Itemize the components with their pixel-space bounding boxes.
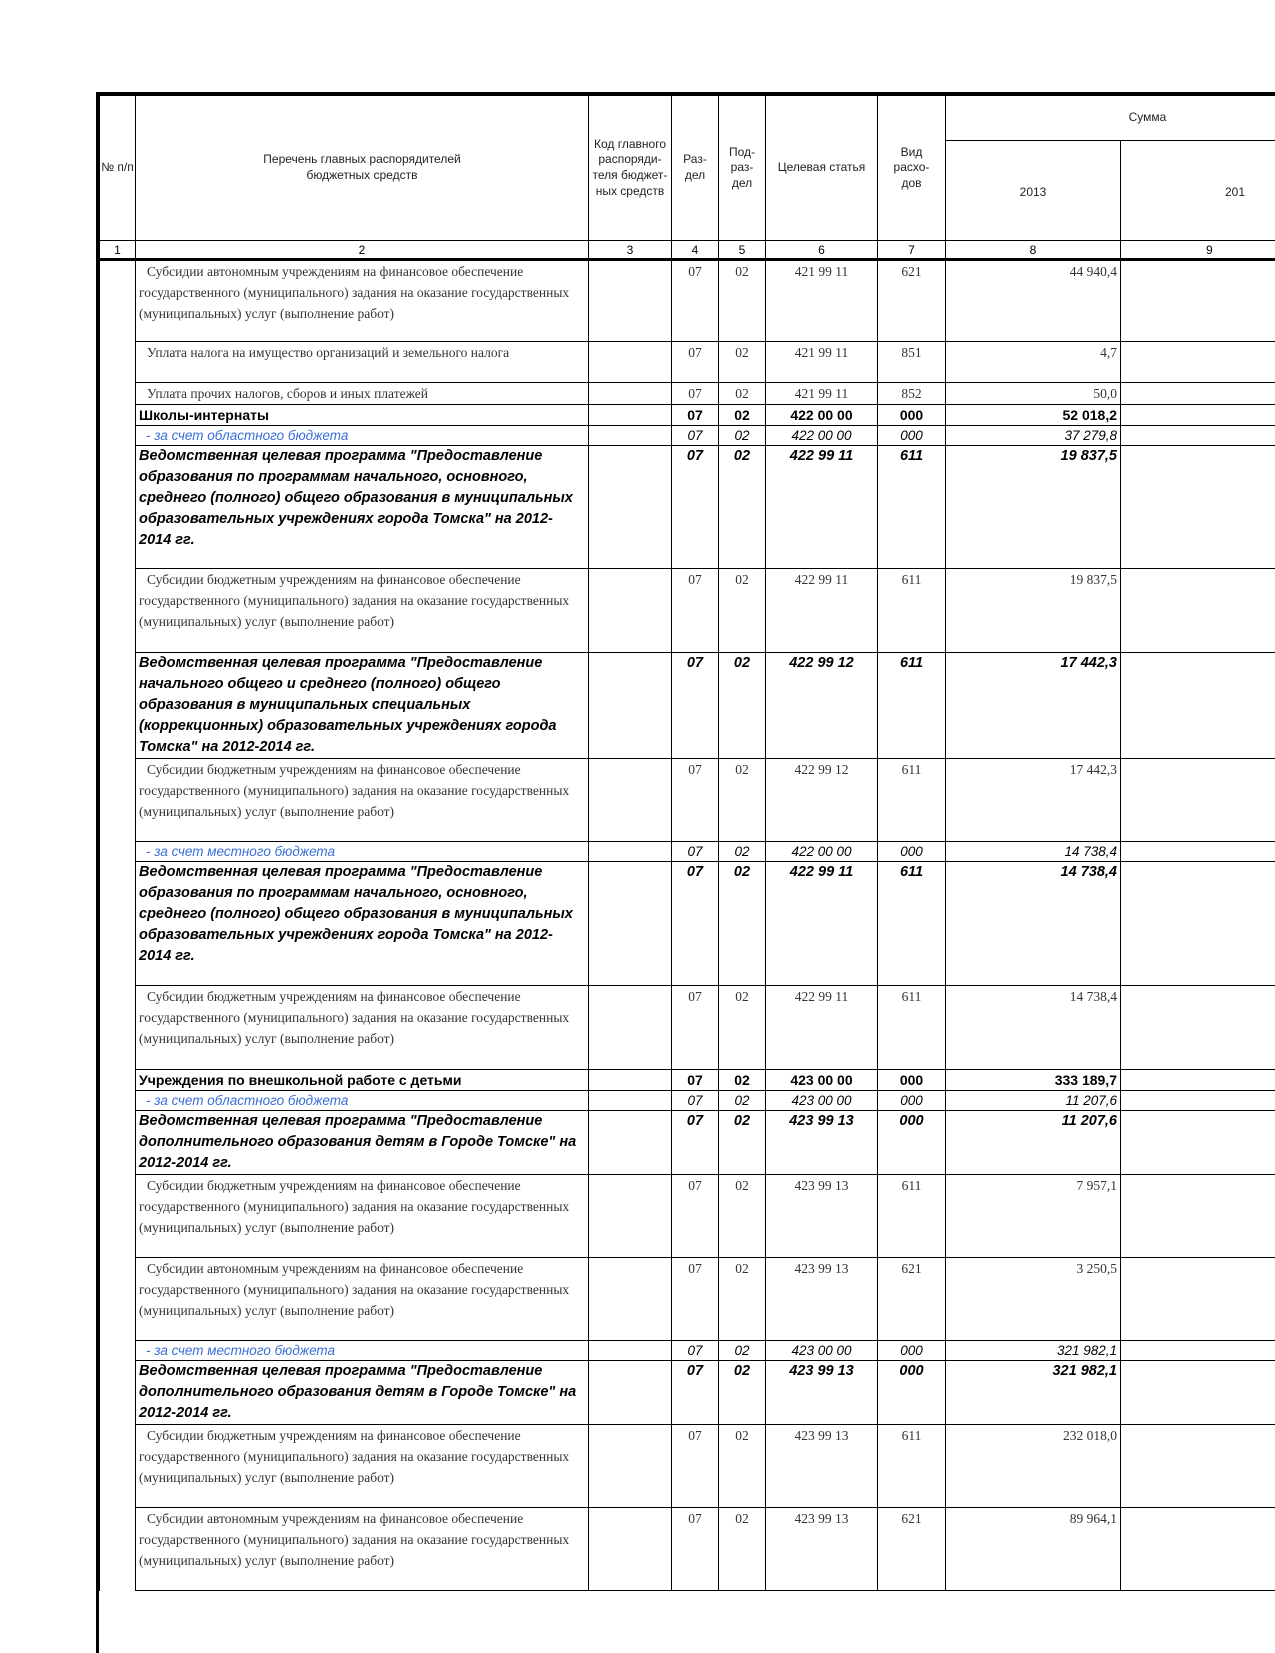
row-podrazdel: 02 bbox=[719, 653, 766, 759]
row-sum-2014 bbox=[1121, 1070, 1275, 1091]
row-sum-2013: 321 982,1 bbox=[946, 1361, 1121, 1425]
row-vid: 621 bbox=[878, 1258, 946, 1341]
row-razdel: 07 bbox=[672, 446, 719, 569]
row-razdel: 07 bbox=[672, 986, 719, 1070]
row-razdel: 07 bbox=[672, 405, 719, 426]
row-sum-2014 bbox=[1121, 1091, 1275, 1111]
table-row bbox=[100, 405, 1275, 426]
row-target: 422 99 12 bbox=[766, 759, 878, 842]
header-razdel: Раз- дел bbox=[672, 96, 719, 241]
row-podrazdel: 02 bbox=[719, 986, 766, 1070]
row-razdel: 07 bbox=[672, 1361, 719, 1425]
row-vid: 611 bbox=[878, 1425, 946, 1508]
row-sum-2013: 52 018,2 bbox=[946, 405, 1121, 426]
row-razdel: 07 bbox=[672, 1508, 719, 1591]
row-name: Субсидии автономным учреждениям на финансовое обеспечение государственного (муниципального) задания на оказание государственных (муниципальных) услуг (выполнение работ) bbox=[136, 1258, 589, 1341]
row-sum-2014 bbox=[1121, 653, 1275, 759]
header-sum: Сумма bbox=[946, 96, 1275, 141]
row-target: 423 00 00 bbox=[766, 1091, 878, 1111]
row-vid: 000 bbox=[878, 405, 946, 426]
row-sum-2014 bbox=[1121, 1361, 1275, 1425]
row-sum-2014 bbox=[1121, 426, 1275, 446]
row-podrazdel: 02 bbox=[719, 1361, 766, 1425]
row-sum-2014 bbox=[1121, 842, 1275, 862]
row-name: - за счет местного бюджета bbox=[136, 1341, 589, 1361]
row-code bbox=[589, 759, 672, 842]
budget-table-sheet bbox=[96, 92, 1275, 1653]
row-vid: 611 bbox=[878, 1175, 946, 1258]
row-sum-2014 bbox=[1121, 1111, 1275, 1175]
row-podrazdel: 02 bbox=[719, 1175, 766, 1258]
column-number: 3 bbox=[589, 241, 672, 260]
header-year-2014: 201 bbox=[1121, 141, 1275, 241]
row-razdel: 07 bbox=[672, 1091, 719, 1111]
row-name: - за счет областного бюджета bbox=[136, 426, 589, 446]
row-target: 421 99 11 bbox=[766, 342, 878, 383]
row-name: Субсидии бюджетным учреждениям на финансовое обеспечение государственного (муниципального) задания на оказание государственных (муниципальных) услуг (выполнение работ) bbox=[136, 1425, 589, 1508]
row-target: 422 99 11 bbox=[766, 569, 878, 653]
row-sum-2014 bbox=[1121, 260, 1275, 342]
table-row bbox=[100, 426, 1275, 446]
row-podrazdel: 02 bbox=[719, 842, 766, 862]
row-target: 423 99 13 bbox=[766, 1175, 878, 1258]
row-name: - за счет местного бюджета bbox=[136, 842, 589, 862]
row-razdel: 07 bbox=[672, 1258, 719, 1341]
header-name: Перечень главных распорядителей бюджетных средств bbox=[136, 96, 589, 241]
row-razdel: 07 bbox=[672, 1070, 719, 1091]
row-name: Ведомственная целевая программа "Предоставление образования по программам начального, основного, среднего (полного) общего образования в муниципальных образовательных учреждениях города Томска" на 2012-2014 гг. bbox=[136, 862, 589, 986]
row-podrazdel: 02 bbox=[719, 1341, 766, 1361]
header-year-2013: 2013 bbox=[946, 141, 1121, 241]
row-sum-2014 bbox=[1121, 342, 1275, 383]
row-name: - за счет областного бюджета bbox=[136, 1091, 589, 1111]
table-row bbox=[100, 842, 1275, 862]
row-name: Ведомственная целевая программа "Предоставление дополнительного образования детям в Городе Томске" на 2012-2014 гг. bbox=[136, 1111, 589, 1175]
row-sum-2014 bbox=[1121, 1258, 1275, 1341]
row-name: Ведомственная целевая программа "Предоставление образования по программам начального, основного, среднего (полного) общего образования в муниципальных образовательных учреждениях города Томска" на 2012-2014 гг. bbox=[136, 446, 589, 569]
row-target: 423 00 00 bbox=[766, 1341, 878, 1361]
row-sum-2013: 14 738,4 bbox=[946, 862, 1121, 986]
row-sum-2014 bbox=[1121, 862, 1275, 986]
row-sum-2013: 14 738,4 bbox=[946, 842, 1121, 862]
row-code bbox=[589, 342, 672, 383]
row-sum-2014 bbox=[1121, 986, 1275, 1070]
row-vid: 000 bbox=[878, 1091, 946, 1111]
row-vid: 611 bbox=[878, 986, 946, 1070]
header-code: Код главного распоряди- теля бюджет- ных средств bbox=[589, 96, 672, 241]
row-target: 421 99 11 bbox=[766, 260, 878, 342]
header-num: № п/п bbox=[100, 96, 136, 241]
row-sum-2013: 44 940,4 bbox=[946, 260, 1121, 342]
table-row bbox=[100, 1175, 1275, 1258]
row-name: Ведомственная целевая программа "Предоставление дополнительного образования детям в Городе Томске" на 2012-2014 гг. bbox=[136, 1361, 589, 1425]
table-row bbox=[100, 862, 1275, 986]
row-razdel: 07 bbox=[672, 1341, 719, 1361]
table-row bbox=[100, 446, 1275, 569]
column-number: 9 bbox=[1121, 241, 1275, 260]
column-number: 1 bbox=[100, 241, 136, 260]
row-code bbox=[589, 1091, 672, 1111]
row-sum-2013: 232 018,0 bbox=[946, 1425, 1121, 1508]
row-podrazdel: 02 bbox=[719, 446, 766, 569]
row-vid: 000 bbox=[878, 1341, 946, 1361]
row-target: 422 99 11 bbox=[766, 446, 878, 569]
row-target: 422 00 00 bbox=[766, 426, 878, 446]
column-number: 4 bbox=[672, 241, 719, 260]
row-target: 421 99 11 bbox=[766, 383, 878, 405]
row-sum-2014 bbox=[1121, 1508, 1275, 1591]
row-sum-2013: 14 738,4 bbox=[946, 986, 1121, 1070]
table-row bbox=[100, 1361, 1275, 1425]
row-sum-2013: 37 279,8 bbox=[946, 426, 1121, 446]
row-code bbox=[589, 986, 672, 1070]
row-code bbox=[589, 1070, 672, 1091]
row-vid: 611 bbox=[878, 569, 946, 653]
row-vid: 611 bbox=[878, 446, 946, 569]
row-name: Субсидии автономным учреждениям на финансовое обеспечение государственного (муниципального) задания на оказание государственных (муниципальных) услуг (выполнение работ) bbox=[136, 260, 589, 342]
table-row bbox=[100, 1258, 1275, 1341]
row-vid: 000 bbox=[878, 1111, 946, 1175]
row-name: Уплата налога на имущество организаций и земельного налога bbox=[136, 342, 589, 383]
row-name: Учреждения по внешкольной работе с детьми bbox=[136, 1070, 589, 1091]
row-code bbox=[589, 260, 672, 342]
row-code bbox=[589, 862, 672, 986]
row-vid: 000 bbox=[878, 1361, 946, 1425]
row-code bbox=[589, 1361, 672, 1425]
row-vid: 621 bbox=[878, 260, 946, 342]
row-podrazdel: 02 bbox=[719, 1111, 766, 1175]
row-razdel: 07 bbox=[672, 1111, 719, 1175]
table-row bbox=[100, 986, 1275, 1070]
header-target: Целевая статья bbox=[766, 96, 878, 241]
row-razdel: 07 bbox=[672, 342, 719, 383]
row-code bbox=[589, 1175, 672, 1258]
header-podrazdel: Под- раз- дел bbox=[719, 96, 766, 241]
row-vid: 852 bbox=[878, 383, 946, 405]
row-code bbox=[589, 383, 672, 405]
row-vid: 000 bbox=[878, 842, 946, 862]
row-code bbox=[589, 426, 672, 446]
row-code bbox=[589, 569, 672, 653]
row-sum-2014 bbox=[1121, 405, 1275, 426]
row-target: 423 00 00 bbox=[766, 1070, 878, 1091]
row-podrazdel: 02 bbox=[719, 1508, 766, 1591]
row-vid: 611 bbox=[878, 862, 946, 986]
row-sum-2013: 11 207,6 bbox=[946, 1111, 1121, 1175]
row-podrazdel: 02 bbox=[719, 342, 766, 383]
row-sum-2013: 321 982,1 bbox=[946, 1341, 1121, 1361]
row-sum-2014 bbox=[1121, 569, 1275, 653]
row-razdel: 07 bbox=[672, 426, 719, 446]
row-podrazdel: 02 bbox=[719, 383, 766, 405]
row-podrazdel: 02 bbox=[719, 862, 766, 986]
row-code bbox=[589, 1341, 672, 1361]
row-name: Субсидии автономным учреждениям на финансовое обеспечение государственного (муниципального) задания на оказание государственных (муниципальных) услуг (выполнение работ) bbox=[136, 1508, 589, 1591]
row-target: 422 99 11 bbox=[766, 986, 878, 1070]
row-name: Ведомственная целевая программа "Предоставление начального общего и среднего (полного) общего образования в муниципальных специальных (коррекционных) образовательных учреждениях города Томска" на 2012-2014 гг. bbox=[136, 653, 589, 759]
row-podrazdel: 02 bbox=[719, 426, 766, 446]
row-target: 422 00 00 bbox=[766, 405, 878, 426]
row-vid: 621 bbox=[878, 1508, 946, 1591]
row-razdel: 07 bbox=[672, 1175, 719, 1258]
table-row bbox=[100, 1341, 1275, 1361]
table-row bbox=[100, 1508, 1275, 1591]
budget-table bbox=[99, 95, 1275, 1591]
row-sum-2013: 17 442,3 bbox=[946, 759, 1121, 842]
row-sum-2013: 19 837,5 bbox=[946, 569, 1121, 653]
row-target: 423 99 13 bbox=[766, 1111, 878, 1175]
row-code bbox=[589, 1508, 672, 1591]
row-sum-2014 bbox=[1121, 383, 1275, 405]
table-row bbox=[100, 759, 1275, 842]
row-name: Школы-интернаты bbox=[136, 405, 589, 426]
row-name: Уплата прочих налогов, сборов и иных платежей bbox=[136, 383, 589, 405]
row-sum-2014 bbox=[1121, 1425, 1275, 1508]
row-target: 423 99 13 bbox=[766, 1361, 878, 1425]
row-sum-2013: 50,0 bbox=[946, 383, 1121, 405]
row-vid: 000 bbox=[878, 426, 946, 446]
row-razdel: 07 bbox=[672, 569, 719, 653]
row-code bbox=[589, 405, 672, 426]
table-row bbox=[100, 1425, 1275, 1508]
header-vid: Вид расхо- дов bbox=[878, 96, 946, 241]
row-podrazdel: 02 bbox=[719, 759, 766, 842]
row-podrazdel: 02 bbox=[719, 1070, 766, 1091]
row-podrazdel: 02 bbox=[719, 405, 766, 426]
table-row bbox=[100, 342, 1275, 383]
row-vid: 611 bbox=[878, 759, 946, 842]
row-sum-2013: 11 207,6 bbox=[946, 1091, 1121, 1111]
row-sum-2013: 3 250,5 bbox=[946, 1258, 1121, 1341]
column-numbers-row bbox=[100, 241, 1275, 260]
row-target: 423 99 13 bbox=[766, 1425, 878, 1508]
row-name: Субсидии бюджетным учреждениям на финансовое обеспечение государственного (муниципального) задания на оказание государственных (муниципальных) услуг (выполнение работ) bbox=[136, 569, 589, 653]
row-razdel: 07 bbox=[672, 759, 719, 842]
column-number: 7 bbox=[878, 241, 946, 260]
row-sum-2013: 17 442,3 bbox=[946, 653, 1121, 759]
row-sum-2013: 7 957,1 bbox=[946, 1175, 1121, 1258]
row-podrazdel: 02 bbox=[719, 569, 766, 653]
row-sum-2014 bbox=[1121, 759, 1275, 842]
column-number: 6 bbox=[766, 241, 878, 260]
row-sum-2014 bbox=[1121, 1341, 1275, 1361]
row-razdel: 07 bbox=[672, 842, 719, 862]
row-sum-2013: 19 837,5 bbox=[946, 446, 1121, 569]
row-sum-2013: 89 964,1 bbox=[946, 1508, 1121, 1591]
table-row bbox=[100, 1070, 1275, 1091]
table-row bbox=[100, 1091, 1275, 1111]
table-row bbox=[100, 569, 1275, 653]
row-name: Субсидии бюджетным учреждениям на финансовое обеспечение государственного (муниципального) задания на оказание государственных (муниципальных) услуг (выполнение работ) bbox=[136, 1175, 589, 1258]
row-podrazdel: 02 bbox=[719, 1258, 766, 1341]
row-target: 422 99 12 bbox=[766, 653, 878, 759]
row-number-cell bbox=[100, 260, 136, 1591]
row-sum-2014 bbox=[1121, 1175, 1275, 1258]
column-number: 8 bbox=[946, 241, 1121, 260]
row-razdel: 07 bbox=[672, 260, 719, 342]
row-razdel: 07 bbox=[672, 383, 719, 405]
row-vid: 851 bbox=[878, 342, 946, 383]
table-row bbox=[100, 1111, 1275, 1175]
row-target: 422 99 11 bbox=[766, 862, 878, 986]
row-name: Субсидии бюджетным учреждениям на финансовое обеспечение государственного (муниципального) задания на оказание государственных (муниципальных) услуг (выполнение работ) bbox=[136, 986, 589, 1070]
row-code bbox=[589, 1258, 672, 1341]
row-podrazdel: 02 bbox=[719, 1091, 766, 1111]
row-vid: 000 bbox=[878, 1070, 946, 1091]
row-code bbox=[589, 446, 672, 569]
row-sum-2013: 4,7 bbox=[946, 342, 1121, 383]
row-sum-2013: 333 189,7 bbox=[946, 1070, 1121, 1091]
column-number: 2 bbox=[136, 241, 589, 260]
row-vid: 611 bbox=[878, 653, 946, 759]
row-razdel: 07 bbox=[672, 862, 719, 986]
row-code bbox=[589, 653, 672, 759]
row-target: 423 99 13 bbox=[766, 1258, 878, 1341]
table-row bbox=[100, 260, 1275, 342]
table-row bbox=[100, 383, 1275, 405]
row-code bbox=[589, 842, 672, 862]
row-code bbox=[589, 1111, 672, 1175]
row-code bbox=[589, 1425, 672, 1508]
row-razdel: 07 bbox=[672, 653, 719, 759]
column-number: 5 bbox=[719, 241, 766, 260]
row-razdel: 07 bbox=[672, 1425, 719, 1508]
row-podrazdel: 02 bbox=[719, 260, 766, 342]
table-row bbox=[100, 653, 1275, 759]
row-sum-2014 bbox=[1121, 446, 1275, 569]
row-target: 423 99 13 bbox=[766, 1508, 878, 1591]
row-target: 422 00 00 bbox=[766, 842, 878, 862]
row-podrazdel: 02 bbox=[719, 1425, 766, 1508]
row-name: Субсидии бюджетным учреждениям на финансовое обеспечение государственного (муниципального) задания на оказание государственных (муниципальных) услуг (выполнение работ) bbox=[136, 759, 589, 842]
